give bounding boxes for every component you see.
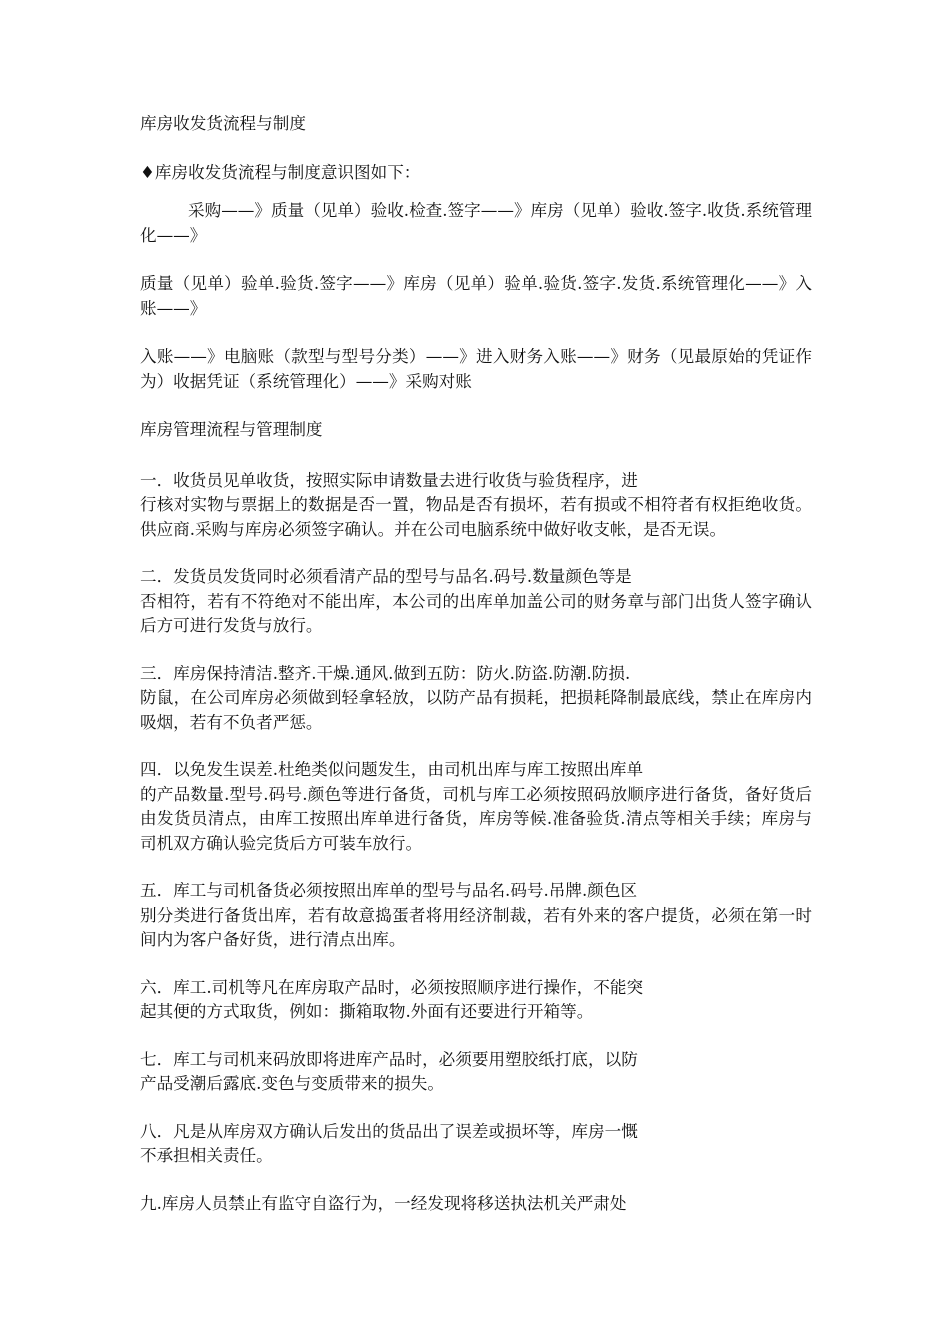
rule-text: 的产品数量.型号.码号.颜色等进行备货，司机与库工必须按照码放顺序进行备货，备好货后由发货员清点，由库工按照出库单进行备货，库房等候.准备验货.清点等相关手续；库房与司机双方确认验完货后方可装车放行。	[140, 784, 812, 853]
rule-first-line: 六．库工.司机等凡在库房取产品时，必须按照顺序进行操作，不能突	[140, 977, 644, 997]
rule-first-line: 八．凡是从库房双方确认后发出的货品出了误差或损坏等，库房一慨	[140, 1121, 638, 1141]
rule-item-9	[140, 1192, 812, 1217]
rule-text: 产品受潮后露底.变色与变质带来的损失。	[140, 1074, 444, 1093]
rule-first-line: 四．以免发生误差.杜绝类似问题发生，由司机出库与库工按照出库单	[140, 760, 644, 779]
flow-step-quality	[140, 272, 812, 321]
rule-item-8	[140, 1120, 812, 1169]
rule-text: 不承担相关责任。	[140, 1146, 273, 1165]
rule-item-4	[140, 758, 812, 856]
flow-intro: ♦库房收发货流程与制度意识图如下：	[140, 162, 421, 182]
rule-first-line: 五．库工与司机备货必须按照出库单的型号与品名.码号.吊牌.颜色区	[140, 881, 638, 900]
rule-text: 否相符，若有不符绝对不能出库，本公司的出库单加盖公司的财务章与部门出货人签字确认后方可进行发货与放行。	[140, 591, 812, 635]
rule-first-line: 一．收货员见单收货，按照实际申请数量去进行收货与验货程序，进	[140, 470, 638, 490]
rule-item-1	[140, 469, 812, 543]
rule-item-7	[140, 1048, 812, 1097]
rule-item-3	[140, 662, 812, 736]
rule-item-6	[140, 976, 812, 1025]
flow-text: 质量（见单）验单.验货.签字——》库房（见单）验单.验货.签字.发货.系统管理化——》入账——》	[140, 274, 812, 318]
rule-first-line: 二．发货员发货同时必须看清产品的型号与品名.码号.数量颜色等是	[140, 567, 632, 586]
flow-text: 入账——》电脑账（款型与型号分类）——》进入财务入账——》财务（见最原始的凭证作为）收据凭证（系统管理化）——》采购对账	[140, 347, 812, 391]
rule-first-line: 九.库房人员禁止有监守自盗行为，一经发现将移送执法机关严肃处	[140, 1193, 627, 1213]
rule-text: 起其便的方式取货，例如：撕箱取物.外面有还要进行开箱等。	[140, 1002, 594, 1021]
document-title: 库房收发货流程与制度	[140, 114, 306, 133]
rule-item-5	[140, 879, 812, 953]
document-page	[140, 112, 812, 1239]
rule-first-line: 三．库房保持清洁.整齐.干燥.通风.做到五防：防火.防盗.防潮.防损.	[140, 663, 631, 683]
flow-step-accounting	[140, 345, 812, 394]
rule-text: 防鼠，在公司库房必须做到轻拿轻放，以防产品有损耗，把损耗降制最底线，禁止在库房内吸烟，若有不负者严惩。	[140, 688, 812, 732]
rule-first-line: 七．库工与司机来码放即将进库产品时，必须要用塑胶纸打底，以防	[140, 1049, 638, 1069]
rule-item-2	[140, 565, 812, 639]
flow-text: 采购——》质量（见单）验收.检查.签字——》库房（见单）验收.签字.收货.系统管理化——》	[140, 201, 812, 245]
flow-step-purchase	[140, 199, 812, 248]
rule-text: 别分类进行备货出库，若有故意捣蛋者将用经济制裁，若有外来的客户提货，必须在第一时间内为客户备好货，进行清点出库。	[140, 905, 812, 949]
section-title: 库房管理流程与管理制度	[140, 420, 323, 439]
rule-text: 行核对实物与票据上的数据是否一置，物品是否有损坏，若有损或不相符者有权拒绝收货。供应商.采购与库房必须签字确认。并在公司电脑系统中做好收支帐，是否无误。	[140, 495, 812, 539]
